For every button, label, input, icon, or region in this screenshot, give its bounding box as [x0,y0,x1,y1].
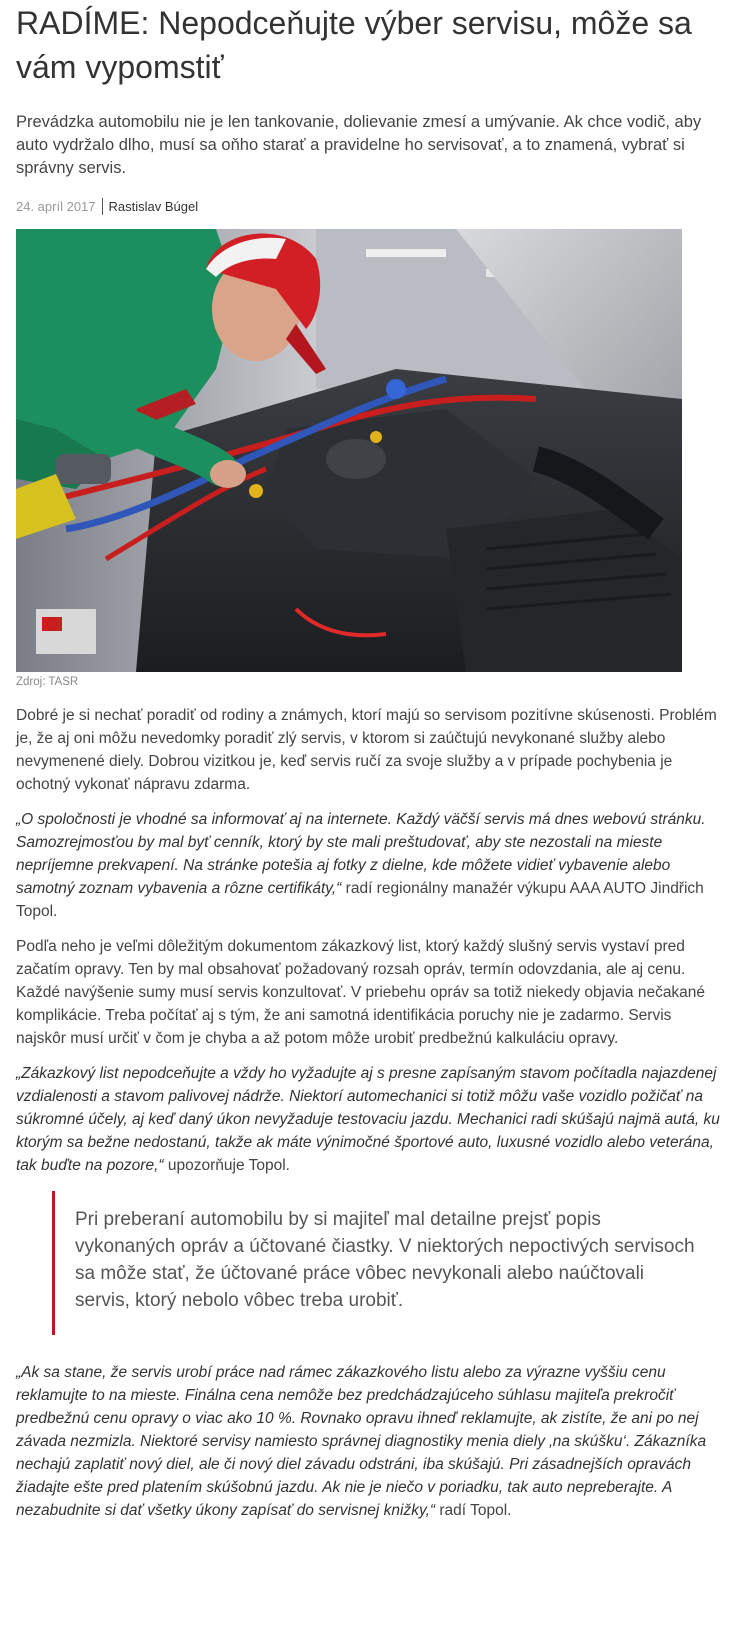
quote-attribution: upozorňuje Topol. [163,1157,290,1174]
article-perex: Prevádzka automobilu nie je len tankovanie, dolievanie zmesí a umývanie. Ak chce vodič, aby auto vydržalo dlho, musí sa oňho starať a pravidelne ho servisovať, a to znamená, vybrať si správny servis. [16,113,702,177]
body-paragraph: Podľa neho je veľmi dôležitým dokumentom zákazkový list, ktorý každý slušný servis vystaví pred začatím opravy. Ten by mal obsahovať požadovaný rozsah opráv, termín odovzdania, ale aj cenu. Každé navýšenie sumy musí servis konzultovať. V priebehu opráv sa totiž niekedy objavia nečakané komplikácie. Treba počítať aj s tým, že ani samotná identifikácia poruchy nie je zadarmo. Servis najskôr musí určiť v čom je chyba a až potom môže urobiť predbežnú kalkuláciu opravy. [16,938,706,1047]
publish-date: 24. apríl 2017 [16,199,96,214]
quote-paragraph [16,808,720,923]
meta-divider [102,198,103,215]
article-photo[interactable] [16,229,682,672]
author-link[interactable]: Rastislav Búgel [108,199,199,214]
article [0,1,736,1522]
image-caption: Zdroj: TASR [16,676,79,688]
body-paragraph: Dobré je si nechať poradiť od rodiny a známych, ktorí majú so servisom pozitívne skúsenosti. Problém je, že aj oni môžu nevedomky poradiť zlý servis, v ktorom si zaúčtujú nevykonané služby alebo nevymenené diely. Dobrou vizitkou je, keď servis ručí za svoje služby a v prípade pochybenia je ochotný vykonať nápravu zdarma. [16,707,717,793]
quote-text: „Ak sa stane, že servis urobí práce nad rámec zákazkového listu alebo za výrazne vyššiu cenu reklamujte to na mieste. Finálna cena nemôže bez predchádzajúceho súhlasu majiteľa prekročiť predbežnú cenu opravy o viac ako 10 %. Rovnako opravu ihneď reklamujte, ak zistíte, že ani po nej závada nezmizla. Niektoré servisy namiesto správnej diagnostiky menia diely ‚na skúšku‘. Zákazníka nechajú zaplatiť nový diel, ale či nový diel závadu odstráni, iba skúšajú. Pri zásadnejších opravách žiadajte ešte pred platením skúšobnú jazdu. Ak nie je niečo v poriadku, tak auto nepreberajte. A nezabudnite si dať všetky úkony zapísať do servisnej knižky,“ [16,1364,707,1519]
article-title: RADÍME: Nepodceňujte výber servisu, môže sa vám vypomstiť [16,5,692,85]
quote-attribution: radí Topol. [435,1502,512,1519]
quote-paragraph [16,1062,720,1177]
pull-quote: Pri preberaní automobilu by si majiteľ mal detailne prejsť popis vykonaných opráv a účtované čiastky. V niektorých nepoctivých servisoch sa môže stať, že účtované práce vôbec nevykonali alebo naúčtovali servis, ktorý nebolo vôbec treba urobiť. [52,1191,720,1335]
article-meta [16,198,720,215]
quote-text: „Zákazkový list nepodceňujte a vždy ho vyžadujte aj s presne zapísaným stavom počítadla najazdenej vzdialenosti a stavom palivovej nádrže. Niektorí automechanici si totiž môžu vaše vozidlo požičať na súkromné účely, aj keď daný úkon nevyžaduje testovaciu jazdu. Mechanici radi skúšajú najmä autá, ku ktorým sa bežne nedostanú, takže ak máte výnimočné športové auto, luxusné vozidlo alebo veterána, tak buďte na pozore,“ [16,1065,720,1174]
quote-attribution: radí regionálny manažér výkupu AAA AUTO Jindřich Topol. [16,880,704,920]
quote-text: „O spoločnosti je vhodné sa informovať aj na internete. Každý väčší servis má dnes webovú stránku. Samozrejmosťou by mal byť cenník, ktorý by ste mali preštudovať, aby ste nezostali na mieste nepríjemne prekvapení. Na stránke potešia aj fotky z dielne, kde môžete vidieť vybavenie alebo samotný zoznam vybavenia a rôzne certifikáty,“ [16,811,706,897]
quote-paragraph [16,1361,720,1522]
